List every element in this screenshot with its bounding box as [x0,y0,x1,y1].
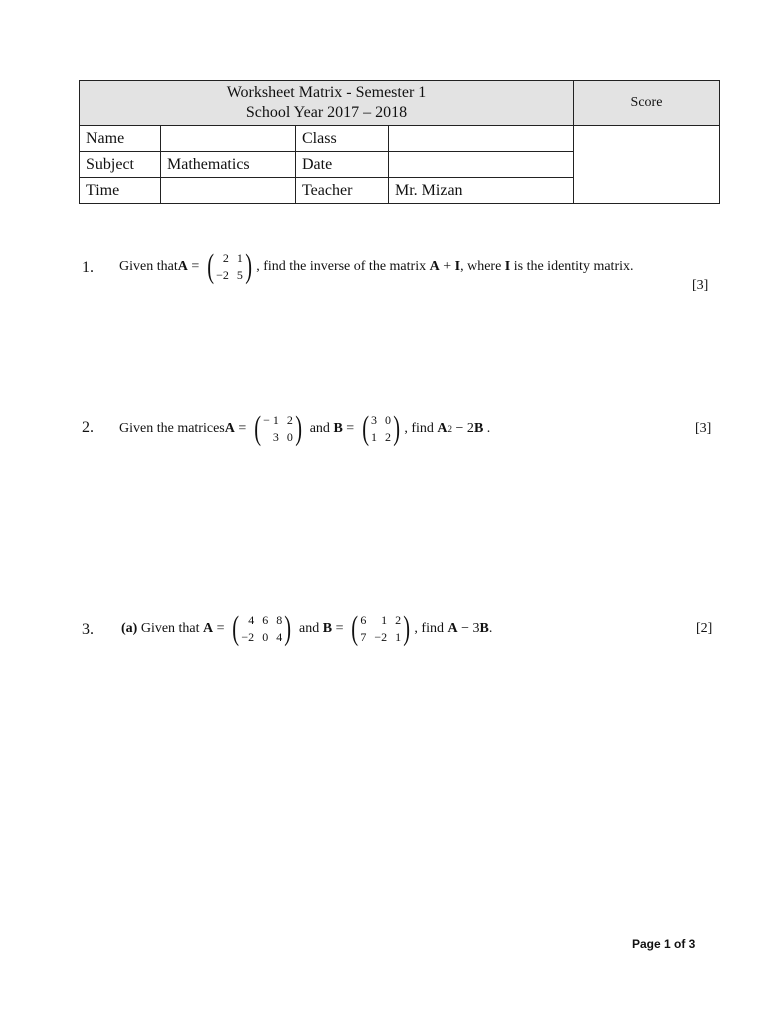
time-field [161,178,296,204]
expr-matrix-a: A [429,259,440,274]
exponent: 2 [447,424,453,434]
right-paren: ) [403,610,411,647]
class-label: Class [296,126,389,152]
left-paren: ( [254,410,261,447]
matrix-cell: −2 [374,630,388,644]
matrix-a [205,249,254,285]
matrix-cell: −2 [241,630,255,644]
matrix-cell: 1 [371,430,378,444]
matrix-cell: 1 [381,613,388,627]
equals-sign: = [234,421,250,436]
matrix-cell: 3 [272,430,279,444]
subject-value: Mathematics [161,152,296,178]
matrix-grid [371,411,391,447]
question-tail: is the identity matrix. [510,259,634,274]
equals-sign: = [187,259,203,274]
matrix-cell: 1 [395,630,402,644]
subject-label: Subject [80,152,161,178]
matrix-a [230,611,293,647]
name-field [161,126,296,152]
matrix-cell: 4 [276,630,283,644]
matrix-cell: −2 [216,268,229,282]
matrix-grid [216,249,243,285]
right-paren: ) [393,410,401,447]
left-paren: ( [232,610,240,647]
matrix-label: A [203,621,214,636]
plus-sign: + [439,259,455,274]
left-paren: ( [361,410,369,447]
matrix-a [252,411,304,447]
question-number: 1. [82,259,94,276]
expr-matrix-i: I [454,259,461,274]
date-field [389,152,574,178]
question-text [121,608,492,650]
right-paren: ) [295,410,302,447]
worksheet-header-table [79,80,720,204]
matrix-label: B [333,421,343,436]
expr-matrix-a: A [447,621,458,636]
expr-matrix-a: A [437,421,448,436]
matrix-cell: 6 [262,613,269,627]
matrix-cell: 8 [276,613,283,627]
where-text: , where [460,259,505,274]
expr-matrix-b: B [473,421,484,436]
matrix-grid [360,611,401,647]
marks-label: [3] [692,278,709,293]
matrix-label: B [322,621,333,636]
matrix-cell: 5 [236,268,243,282]
matrix-cell: 2 [395,613,402,627]
equals-sign: = [213,621,229,636]
matrix-cell: 2 [385,430,392,444]
title-line-2: School Year 2017 – 2018 [245,104,408,121]
and-text: and [295,621,323,636]
matrix-b [360,411,403,447]
matrix-cell: 2 [222,251,229,265]
worksheet-title [80,81,574,126]
marks-label: [2] [696,621,713,636]
question-tail: . [488,621,493,636]
matrix-cell: 1 [236,251,243,265]
left-paren: ( [351,610,359,647]
part-label: (a) [121,621,138,636]
matrix-cell: 0 [385,413,392,427]
question-mid-text: , find the inverse of the matrix [256,259,430,274]
score-box [574,126,720,204]
minus-text: − 3 [457,621,480,636]
matrix-cell: − 1 [263,413,279,427]
matrix-cell: 0 [286,430,293,444]
class-field [389,126,574,152]
right-paren: ) [245,248,252,285]
and-text: and [306,421,334,436]
matrix-cell: 0 [262,630,269,644]
question-tail: . [483,421,491,436]
score-label: Score [574,81,720,126]
time-label: Time [80,178,161,204]
minus-text: − 2 [452,421,474,436]
matrix-grid [263,411,293,447]
teacher-label: Teacher [296,178,389,204]
page-number: Page 1 of 3 [632,937,696,951]
question-number: 3. [82,621,94,638]
date-label: Date [296,152,389,178]
matrix-b [349,611,412,647]
matrix-cell: 7 [360,630,367,644]
matrix-grid [241,611,282,647]
question-intro: Given that [137,621,204,636]
matrix-cell: 3 [371,413,378,427]
expr-matrix-b: B [479,621,489,636]
question-number: 2. [82,419,94,436]
right-paren: ) [284,610,292,647]
teacher-value: Mr. Mizan [389,178,574,204]
question-intro: Given the matrices [119,421,225,436]
question-text [119,246,634,288]
matrix-cell: 6 [360,613,367,627]
find-text: , find [404,421,438,436]
find-text: , find [414,621,448,636]
matrix-label: A [177,259,188,274]
left-paren: ( [207,248,214,285]
marks-label: [3] [695,421,712,436]
question-text [119,408,490,450]
title-line-1: Worksheet Matrix - Semester 1 [226,84,427,101]
identity-label: I [504,259,511,274]
equals-sign: = [332,621,347,636]
matrix-label: A [224,421,235,436]
question-intro: Given that [119,259,178,274]
matrix-cell: 4 [248,613,255,627]
equals-sign: = [342,421,358,436]
matrix-cell: 2 [286,413,293,427]
name-label: Name [80,126,161,152]
